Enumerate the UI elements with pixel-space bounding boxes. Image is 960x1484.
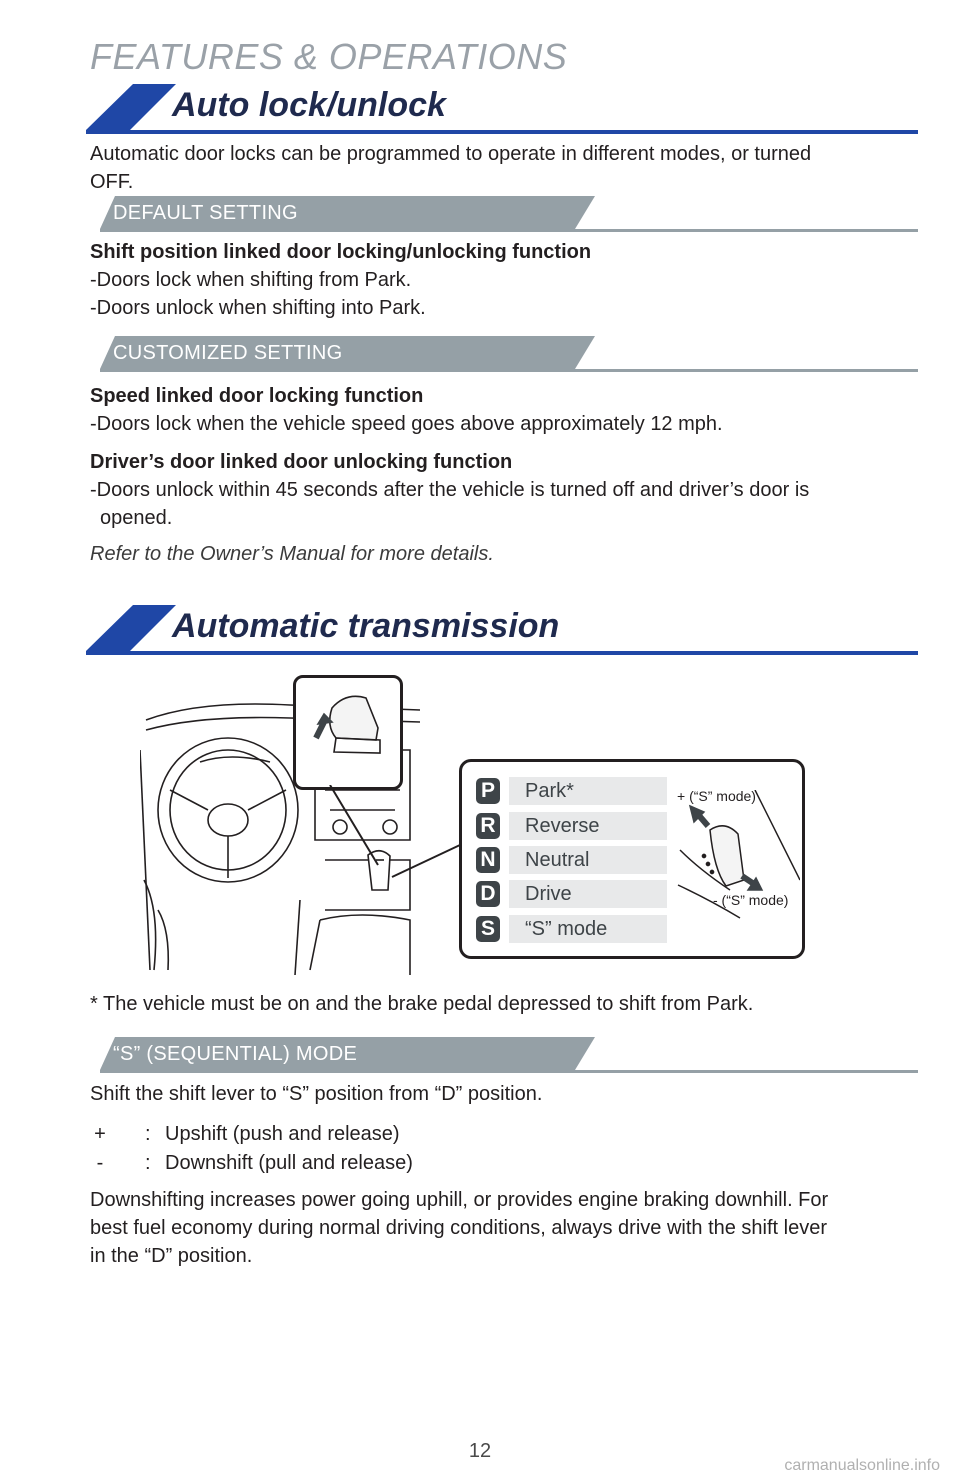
gear-badge-p: P (476, 778, 500, 804)
section-header-transmission (86, 605, 918, 655)
item-symbol: - (96, 1152, 104, 1174)
item-symbol: + (94, 1123, 106, 1145)
page-header-title: FEATURES & OPERATIONS (90, 36, 568, 77)
section-header-triangle (86, 84, 176, 134)
plus-s-mode-label: + (“S” mode) (677, 788, 756, 804)
page-number: 12 (468, 1440, 492, 1462)
s-mode-paragraph: Downshifting increases power going uphill, or provides engine braking downhill. For best fuel economy during normal driving conditions, always drive with the shift lever in the “D” position. (90, 1189, 829, 1267)
item-desc: Downshift (pull and release) (165, 1152, 413, 1174)
subheader-label: “S” (SEQUENTIAL) MODE (113, 1043, 358, 1065)
gear-label-park: Park* (509, 777, 667, 805)
auto-lock-intro: Automatic door locks can be programmed to operate in different modes, or turned OFF. (90, 143, 812, 193)
gear-label-neutral: Neutral (509, 846, 667, 874)
gear-label-reverse: Reverse (509, 812, 667, 840)
callout-lines (320, 785, 470, 885)
section-header-rule (86, 130, 918, 134)
minus-s-mode-label: - (“S” mode) (713, 892, 789, 908)
section-title-transmission: Automatic transmission (172, 607, 560, 645)
transmission-footnote: * The vehicle must be on and the brake pedal depressed to shift from Park. (90, 993, 754, 1015)
speed-linked-heading: Speed linked door locking function (90, 385, 424, 407)
section-header-triangle (86, 605, 176, 655)
driver-door-heading: Driver’s door linked door unlocking function (90, 451, 513, 473)
watermark: carmanualsonline.info (784, 1457, 940, 1474)
subheader-default-setting (100, 196, 918, 232)
item-colon: : (145, 1152, 151, 1174)
gear-badge-s: S (476, 916, 500, 942)
s-mode-intro: Shift the shift lever to “S” position from “D” position. (90, 1083, 543, 1105)
gear-badge-d: D (476, 881, 500, 907)
gear-badge-n: N (476, 847, 500, 873)
section-title-auto-lock: Auto lock/unlock (172, 86, 446, 124)
item-colon: : (145, 1123, 151, 1145)
shift-lever-closeup-drawing (296, 678, 400, 787)
default-setting-line: -Doors lock when shifting from Park. (90, 269, 412, 291)
refer-note: Refer to the Owner’s Manual for more details. (90, 543, 494, 565)
item-desc: Upshift (push and release) (165, 1123, 400, 1145)
shift-lever-zoom-inset (293, 675, 403, 790)
customized-driver-content (90, 448, 809, 532)
subheader-label: DEFAULT SETTING (113, 202, 298, 224)
subheader-customized-setting (100, 336, 918, 372)
gear-label-s-mode: “S” mode (509, 915, 667, 943)
customized-speed-content (90, 382, 723, 438)
gear-label-drive: Drive (509, 880, 667, 908)
speed-linked-line: -Doors lock when the vehicle speed goes above approximately 12 mph. (90, 413, 723, 435)
default-setting-heading: Shift position linked door locking/unlocking function (90, 241, 592, 263)
default-setting-content (90, 238, 591, 322)
subheader-s-mode (100, 1037, 918, 1073)
driver-door-line: -Doors unlock within 45 seconds after the vehicle is turned off and driver’s door is (90, 479, 810, 501)
gear-badge-r: R (476, 813, 500, 839)
default-setting-line: -Doors unlock when shifting into Park. (90, 297, 426, 319)
subheader-label: CUSTOMIZED SETTING (113, 342, 343, 364)
driver-door-line: opened. (100, 507, 173, 529)
section-header-rule (86, 651, 918, 655)
section-header-auto-lock (86, 84, 918, 134)
